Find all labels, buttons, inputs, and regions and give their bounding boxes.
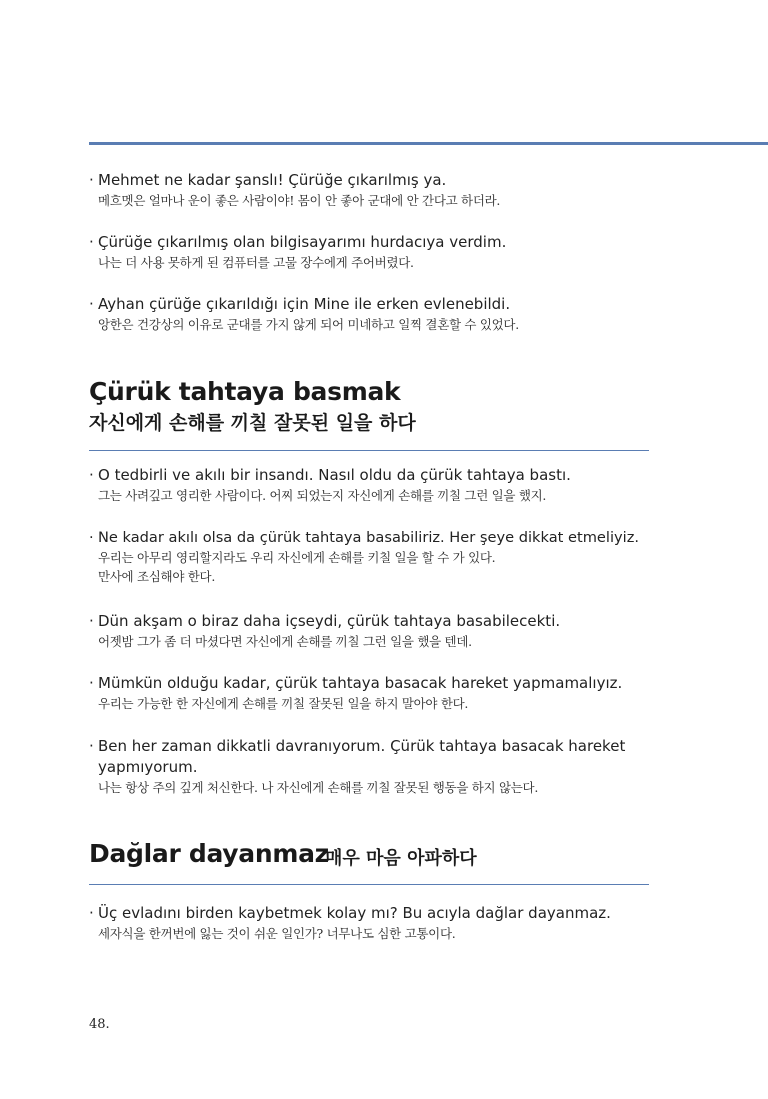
example-item [89, 232, 689, 272]
example-item [89, 170, 689, 210]
section-divider-rule [89, 450, 649, 451]
example-item [89, 736, 689, 797]
example-turkish: · O tedbirli ve akılı bir insandı. Nasıl oldu da çürük tahtaya bastı. [89, 465, 689, 486]
example-item [89, 527, 709, 586]
top-divider-rule [89, 142, 768, 145]
example-korean: 나는 더 사용 못하게 된 컴퓨터를 고물 장수에게 주어버렸다. [98, 255, 414, 270]
idiom-title-turkish: Dağlar dayanmaz [89, 839, 329, 868]
idiom-title-turkish: Çürük tahtaya basmak [89, 377, 401, 406]
example-korean: 그는 사려깊고 영리한 사람이다. 어찌 되었는지 자신에게 손해를 끼칠 그런 일을 했지. [98, 488, 547, 503]
example-korean: 우리는 가능한 한 자신에게 손해를 끼칠 잘못된 일을 하지 말아야 한다. [98, 696, 469, 711]
example-korean: 우리는 아무리 영리할지라도 우리 자신에게 손해를 키칠 일을 할 수 가 있다. [98, 550, 496, 565]
example-item [89, 673, 689, 713]
example-item [89, 294, 689, 334]
example-turkish: · Ayhan çürüğe çıkarıldığı için Mine ile erken evlenebildi. [89, 294, 689, 315]
page-number: 48. [89, 1017, 110, 1032]
example-turkish: · Üç evladını birden kaybetmek kolay mı? Bu acıyla dağlar dayanmaz. [89, 903, 689, 924]
section-divider-rule [89, 884, 649, 885]
example-turkish: · Ne kadar akılı olsa da çürük tahtaya basabiliriz. Her şeye dikkat etmeliyiz. [89, 527, 709, 548]
example-turkish-continued: yapmıyorum. [98, 758, 198, 776]
example-item [89, 465, 689, 505]
example-turkish: · Dün akşam o biraz daha içseydi, çürük tahtaya basabilecekti. [89, 611, 689, 632]
example-item [89, 611, 689, 651]
example-korean: 어젯밤 그가 좀 더 마셨다면 자신에게 손해를 끼칠 그런 일을 했을 텐데. [98, 634, 472, 649]
example-turkish: · Mümkün olduğu kadar, çürük tahtaya basacak hareket yapmamalıyız. [89, 673, 689, 694]
example-item [89, 903, 689, 943]
idiom-title-korean: 자신에게 손해를 끼칠 잘못된 일을 하다 [89, 412, 416, 434]
example-korean: 앙한은 건강상의 이유로 군대를 가지 않게 되어 미네하고 일찍 결혼할 수 있었다. [98, 317, 519, 332]
example-korean: 세자식을 한꺼번에 잃는 것이 쉬운 일인가? 너무나도 심한 고통이다. [98, 926, 456, 941]
example-korean: 메흐멧은 얼마나 운이 좋은 사람이야! 몸이 안 좋아 군대에 안 간다고 하더라. [98, 193, 501, 208]
example-turkish: · Çürüğe çıkarılmış olan bilgisayarımı hurdacıya verdim. [89, 232, 689, 253]
idiom-title-korean: 매우 마음 아파하다 [325, 848, 477, 869]
example-turkish: · Ben her zaman dikkatli davranıyorum. Çürük tahtaya basacak hareket [89, 736, 689, 757]
example-korean: 나는 항상 주의 깊게 처신한다. 나 자신에게 손해를 끼칠 잘못된 행동을 하지 않는다. [98, 780, 539, 795]
example-turkish: · Mehmet ne kadar şanslı! Çürüğe çıkarılmış ya. [89, 170, 689, 191]
example-korean-continued: 만사에 조심해야 한다. [98, 569, 215, 584]
